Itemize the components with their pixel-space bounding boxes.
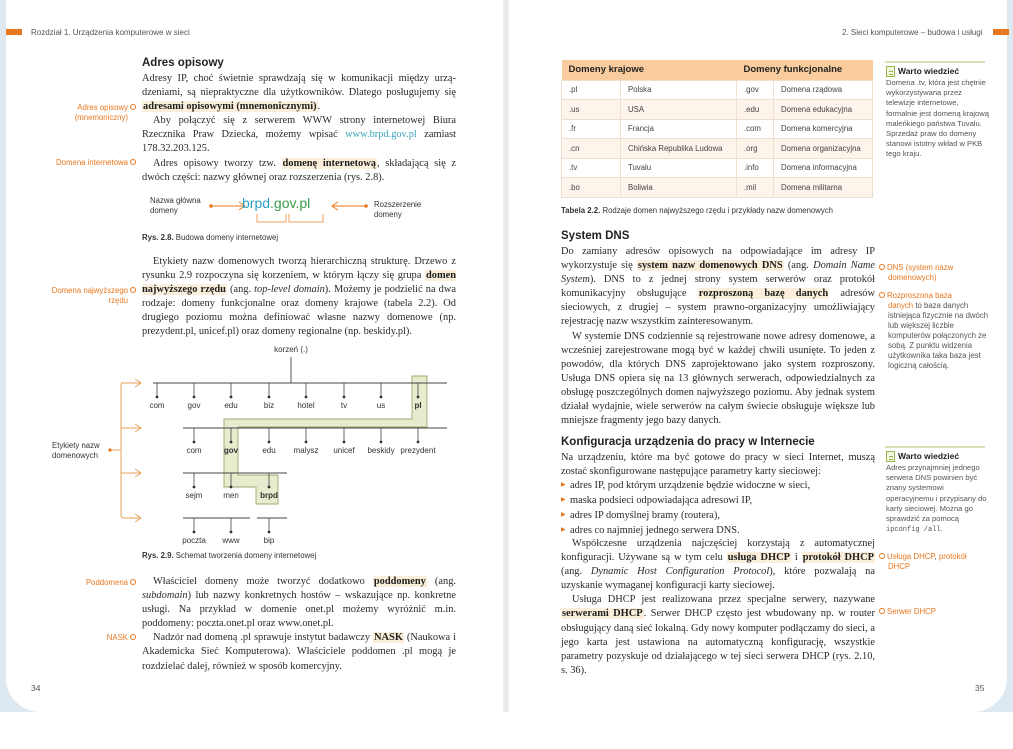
term-domena-najwyzszego-rzedu: domen najwyższego rzędu: [142, 270, 456, 296]
margin-note-domena-najwyzszego-rzedu: Domena najwyższego rzędu: [20, 286, 138, 306]
config-parameters-list: [561, 479, 875, 539]
table-header-funkcjonalne: Domeny funkcjonalne: [737, 60, 873, 80]
paragraph-dns: Do zamiany adresów opisowych na odpowiadające im adresy IP wykorzystuje się system nazw domenowych DNS (ang. Domain Name System). DNS to z jednej strony system serwerów oraz protokół komunikacyjny obsługujące rozproszoną bazę danych adresów sieciowych, z drugiej – system prawno-organizacyjny umożliwiający rejestrację nazw wszystkim zainteresowanym. W systemie DNS codziennie są rejestrowane nowe adresy domenowe, a wcześniej zarejestrowane mogą być w każdej chwili usunięte. To jeden z powodów, dla których DNS zaprojektowano jako system rozproszony. Usługa DNS opiera się na 13 głównych serwerach, odpowiedzialnych za obsługę poszczególnych domen najwyższego poziomu. Aby jednak system działał wydajnie, wiele serwerów na całym świecie obsługuje większe lub mniejsze fragmenty jego bazy danych.: [561, 246, 875, 427]
margin-note-adres-opisowy: Adres opisowy (mnemoniczny): [30, 103, 138, 123]
tree-node-l4: bip: [263, 536, 275, 545]
section-title-konfiguracja: Konfiguracja urządzenia do pracy w Internecie: [561, 436, 815, 448]
table-row: .pl Polska .gov Domena rządowa: [562, 80, 873, 100]
tree-node-l2-highlighted: gov: [223, 446, 239, 455]
margin-note-poddomena: Poddomena: [30, 578, 138, 588]
bullet-dot-icon: [879, 553, 885, 559]
section-title-dns: System DNS: [561, 230, 630, 242]
chapter-marker-bar: [993, 29, 1009, 35]
table-row: .fr Francja .com Domena komercyjna: [562, 119, 873, 139]
paragraph-poddomeny-nask: Właściciel domeny może tworzyć dodatkowo poddomeny (ang. subdomain) lub nazwy konkretnych hostów – wskazujące np. konkretne usługi. Na przykład w domenie onet.pl możemy wyróżnić m.in. poddomeny: poczta.onet.pl oraz www.onet.pl. Nadzór nad domeną .pl sprawuje instytut badawczy NASK (Naukowa i Akademicka Sieć Komputerowa). Właściciele poddomen .pl mogą je rozdzielać dalej, również w sposób komercyjny.: [142, 576, 456, 672]
margin-note-domena-internetowa: Domena internetowa: [20, 158, 138, 168]
margin-note-dhcp: Usługa DHCP, protokół DHCP: [879, 552, 999, 572]
table-caption: Tabela 2.2. Rodzaje domen najwyższego rzędu i przykłady nazw domenowych: [561, 206, 834, 215]
paragraph-konfiguracja: Na urządzeniu, które ma być gotowe do pracy w sieci Internet, muszą zostać skonfigurowane następujące parametry karty sieciowej:: [561, 452, 875, 478]
section-title-adres-opisowy: Adres opisowy: [142, 57, 224, 69]
fig28-left-label: Nazwa główna domeny: [150, 196, 201, 215]
tree-node-l3: sejm: [185, 491, 203, 500]
tree-node-l4: www: [222, 536, 240, 545]
table-row: .us USA .edu Domena edukacyjna: [562, 100, 873, 120]
table-row: .cn Chińska Republika Ludowa .org Domena organizacyjna: [562, 139, 873, 159]
bullet-dot-icon: [879, 264, 885, 270]
tree-node-l2: com: [186, 446, 202, 455]
term-rozproszona-baza: rozproszoną bazę danych: [698, 288, 829, 300]
info-box-1-text: Domena .tv, która jest chętnie wykorzystywana przez telewizje internetowe, formalnie jest domeną krajową maleńkiego państwa Tuvalu. Sprzedaż praw do domeny stanowi istotny wkład w PKB tego kraju.: [886, 78, 989, 159]
tree-root-label: korzeń (.): [274, 345, 308, 354]
running-head-right: 2. Sieci komputerowe – budowa i usługi: [842, 28, 983, 37]
fig29-caption: Rys. 2.9. Schemat tworzenia domeny internetowej: [142, 551, 317, 560]
tree-node-l2: edu: [262, 446, 276, 455]
tree-node-l1: hotel: [297, 401, 315, 410]
tree-node-l3-highlighted: brpd: [260, 491, 278, 500]
tree-node-l4: poczta: [182, 536, 206, 545]
paragraph-dhcp: Współczesne urządzenia najczęściej korzystają z automatycznej konfiguracji. Używane są w tym celu usługa DHCP i protokół DHCP (ang. Dynamic Host Configuration Protocol), które pozwalają na uzyskanie wymaganej konfiguracji karty sieciowej. Usługa DHCP jest realizowana przez specjalne serwery, nazywane serwerami DHCP. Serwer DHCP często jest wbudowany np. w router obsługujący daną sieć lokalną. Gdy nowy komputer podłączamy do sieci, a jego karta jest ustawiona na automatyczną konfigurację, wszystkie parametry pozyskuje od działającego w tej sieci serwera DHCP (rys. 2.10, s. 36).: [561, 538, 875, 676]
list-item: ▶ maska podsieci odpowiadająca adresowi IP,: [561, 494, 875, 509]
document-icon: [886, 451, 895, 462]
info-box-1-title: Warto wiedzieć: [898, 66, 960, 76]
list-item: ▶ adres IP, pod którym urządzenie będzie widoczne w sieci,: [561, 479, 875, 494]
tree-node-l2: beskidy: [367, 446, 395, 455]
tree-node-l2: malysz: [293, 446, 319, 455]
document-icon: [886, 66, 895, 77]
tree-node-l1: com: [149, 401, 165, 410]
page-number-right: 35: [975, 683, 985, 693]
margin-note-nask: NASK: [30, 633, 138, 643]
term-domena-internetowa: domenę internetową: [282, 157, 376, 169]
table-header-krajowe: Domeny krajowe: [562, 60, 737, 80]
paragraph-etykiety: Etykiety nazw domenowych tworzą hierarchiczną strukturę. Drzewo z rysunku 2.9 rozpoczyna się korzeniem, w którym łączy się grupa domen najwyższego rzędu (ang. top-level domain). Możemy je podzielić na dwa rodzaje: domeny funkcjonalne oraz domeny krajowe (tabela 2.2). Od drugiego poziomu można definiować własne nazwy domenowe (np. prezydent.pl, unicef.pl) oraz domeny regionalne (np. beskidy.pl).: [142, 256, 456, 338]
info-box-2-title: Warto wiedzieć: [898, 451, 960, 461]
term-usluga-dhcp: usługa DHCP: [727, 552, 790, 564]
running-head-left: Rozdział 1. Urządzenia komputerowe w sieci: [31, 28, 190, 37]
bullet-dot-icon: [879, 608, 885, 614]
term-protokol-dhcp: protokół DHCP: [802, 552, 874, 564]
fig28-right-label: Rozszerzenie domeny: [374, 200, 422, 219]
margin-note-dns: DNS (system nazw domenowych): [879, 263, 994, 283]
term-nask: NASK: [374, 632, 403, 644]
margin-note-rozproszona-baza: Rozproszona baza danych to baza danych istniejąca fizycznie na dwóch lub większej liczbie komputerów połączonych ze sobą. Z punktu widzenia użytkownika taka baza jest logiczną całością.: [879, 291, 995, 371]
link-brpd[interactable]: www.brpd.gov.pl: [345, 129, 417, 141]
term-poddomena: poddomeny: [373, 576, 426, 587]
bottom-margin: [0, 712, 1013, 749]
table-row: .tv Tuvalu .info Domena informacyjna: [562, 158, 873, 178]
fig28-domain-example: brpd.gov.pl: [242, 195, 311, 211]
table-row: .bo Boliwia .mil Domena militarna: [562, 178, 873, 198]
info-box-2-rule: [885, 446, 985, 448]
fig29-side-label: Etykiety nazw domenowych: [52, 441, 100, 460]
fig28-caption: Rys. 2.8. Budowa domeny internetowej: [142, 233, 279, 242]
bullet-dot-icon: [879, 292, 885, 298]
tree-node-l1: biz: [263, 401, 275, 410]
paragraph-adres-opisowy: Adresy IP, choć świetnie sprawdzają się w komunikacji między urzą-dzeniami, są niepraktyczne dla użytkowników. Dlatego posługujemy się adresami opisowymi (mnemonicznymi). Aby połączyć się z serwerem WWW strony internetowej Biura Rzecznika Praw Dziecka, możemy wpisać www.brpd.gov.pl zamiast 178.32.203.125. Adres opisowy tworzy tzw. domenę internetową, składającą się z dwóch części: nazwy głównej oraz rozszerzenia (rys. 2.8).: [142, 73, 457, 183]
tree-node-l1-highlighted: pl: [414, 401, 422, 410]
list-item: ▶ adres co najmniej jednego serwera DNS.: [561, 524, 875, 539]
term-dns: system nazw domenowych DNS: [637, 260, 783, 272]
tree-node-l1: tv: [340, 401, 348, 410]
domains-table: [561, 60, 873, 198]
list-item: ▶ adres IP domyślnej bramy (routera),: [561, 509, 875, 524]
info-box-2-text: Adres przynajmniej jednego serwera DNS powinien być znany systemowi operacyjnemu i przypisany do karty sieciowej. Można go sprawdzić za pomocą ipconfig /all.: [886, 463, 987, 535]
bullet-dot-icon: [130, 579, 136, 585]
tree-node-l1: us: [376, 401, 386, 410]
tree-node-l1: gov: [187, 401, 201, 410]
command-ipconfig: ipconfig /all: [886, 526, 941, 535]
tree-node-l2: prezydent: [400, 446, 436, 455]
page-number-left: 34: [31, 683, 41, 693]
info-box-1-rule: [885, 61, 985, 63]
tree-node-l1: edu: [224, 401, 238, 410]
tree-node-l2: unicef: [333, 446, 355, 455]
book-gutter: [503, 0, 509, 712]
term-adres-opisowy: adresami opisowymi (mnemonicznymi): [143, 101, 317, 113]
term-serwer-dhcp: serwerami DHCP: [562, 608, 643, 620]
margin-note-serwer-dhcp: Serwer DHCP: [879, 607, 999, 617]
bullet-dot-icon: [130, 634, 136, 640]
tree-node-l3: men: [223, 491, 239, 500]
